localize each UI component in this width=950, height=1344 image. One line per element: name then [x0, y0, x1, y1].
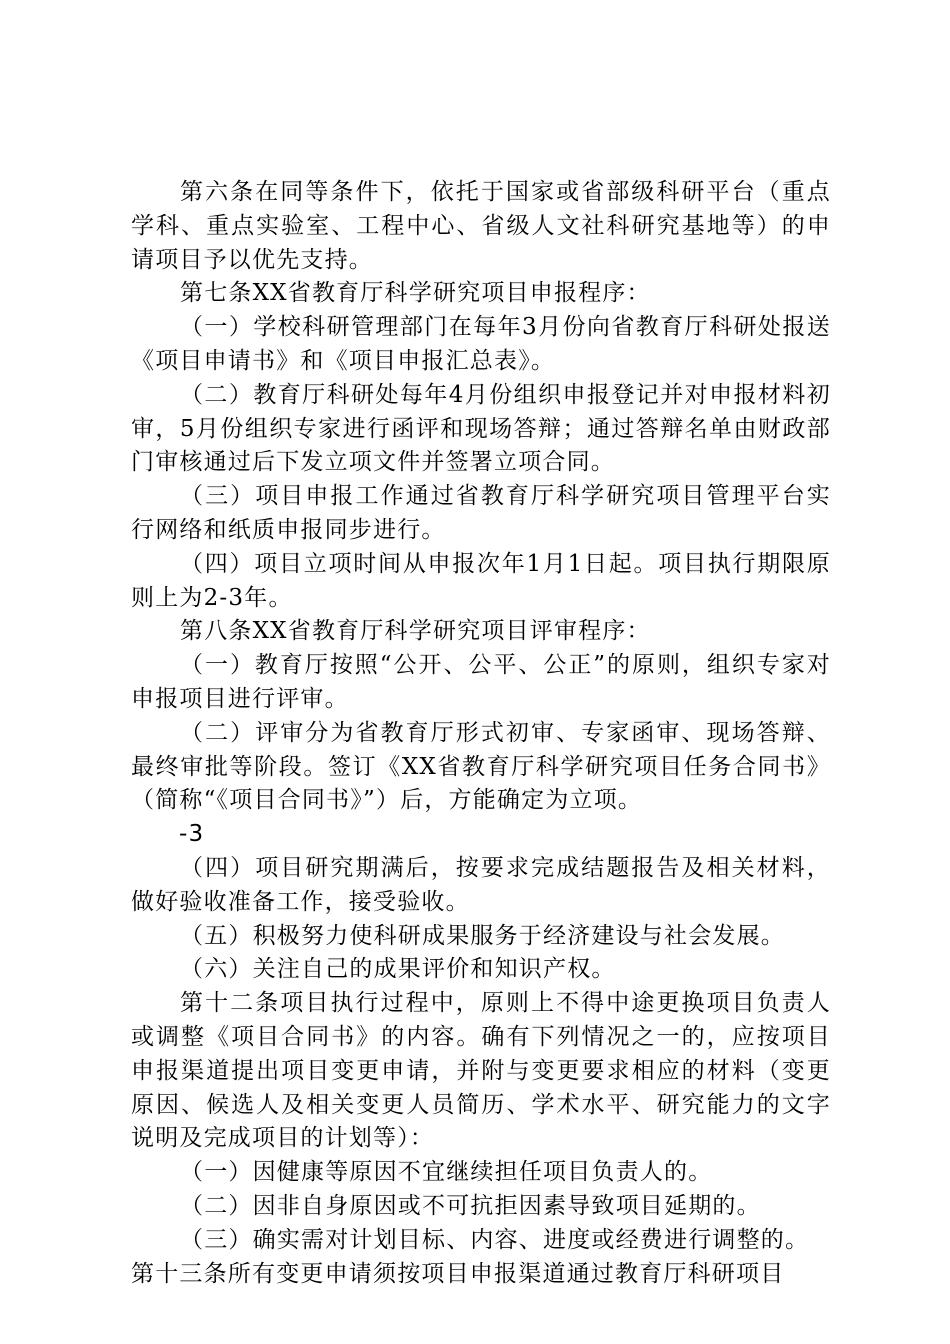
article-7-item-4: （四）项目立项时间从申报次年1月1日起。项目执行期限原则上为2-3年。: [131, 550, 831, 611]
article-7-item-2: （二）教育厅科研处每年4月份组织申报登记并对申报材料初审，5月份组织专家进行函评和现场答辩；通过答辩名单由财政部门审核通过后下发立项文件并签署立项合同。: [131, 381, 831, 476]
article-12-item-1: （一）因健康等原因不宜继续担任项目负责人的。: [180, 1159, 713, 1186]
article-13: 第十三条所有变更申请须按项目申报渠道通过教育厅科研项目: [131, 1260, 785, 1287]
article-12-item-2: （二）因非自身原因或不可抗拒因素导致项目延期的。: [180, 1192, 761, 1219]
document-body: [131, 176, 831, 1291]
page-number: -3: [179, 821, 205, 848]
duty-item-6: （六）关注自己的成果评价和知识产权。: [180, 956, 616, 983]
article-12-item-3: （三）确实需对计划目标、内容、进度或经费进行调整的。: [180, 1226, 810, 1253]
article-8-heading: 第八条XX省教育厅科学研究项目评审程序：: [180, 618, 651, 645]
article-8-item-2: （二）评审分为省教育厅形式初审、专家函审、现场答辩、最终审批等阶段。签订《XX省教育厅科学研究项目任务合同书》（简称“《项目合同书》”）后，方能确定为立项。: [131, 719, 831, 814]
article-6: 第六条在同等条件下，依托于国家或省部级科研平台（重点学科、重点实验室、工程中心、省级人文社科研究基地等）的申请项目予以优先支持。: [131, 179, 831, 273]
duty-item-4: （四）项目研究期满后，按要求完成结题报告及相关材料，做好验收准备工作，接受验收。: [131, 854, 831, 915]
article-7-heading: 第七条XX省教育厅科学研究项目申报程序：: [180, 280, 651, 307]
article-7-item-1: （一）学校科研管理部门在每年3月份向省教育厅科研处报送《项目申请书》和《项目申报汇总表》。: [131, 314, 831, 374]
article-7-item-3: （三）项目申报工作通过省教育厅科学研究项目管理平台实行网络和纸质申报同步进行。: [131, 483, 831, 543]
duty-item-5: （五）积极努力使科研成果服务于经济建设与社会发展。: [180, 922, 785, 949]
article-8-item-1: （一）教育厅按照“公开、公平、公正”的原则，组织专家对申报项目进行评审。: [131, 652, 831, 712]
article-12: 第十二条项目执行过程中，原则上不得中途更换项目负责人或调整《项目合同书》的内容。确有下列情况之一的，应按项目申报渠道提出项目变更申请，并附与变更要求相应的材料（变更原因、候选人及相关变更人员简历、学术水平、研究能力的文字说明及完成项目的计划等）：: [131, 990, 831, 1152]
